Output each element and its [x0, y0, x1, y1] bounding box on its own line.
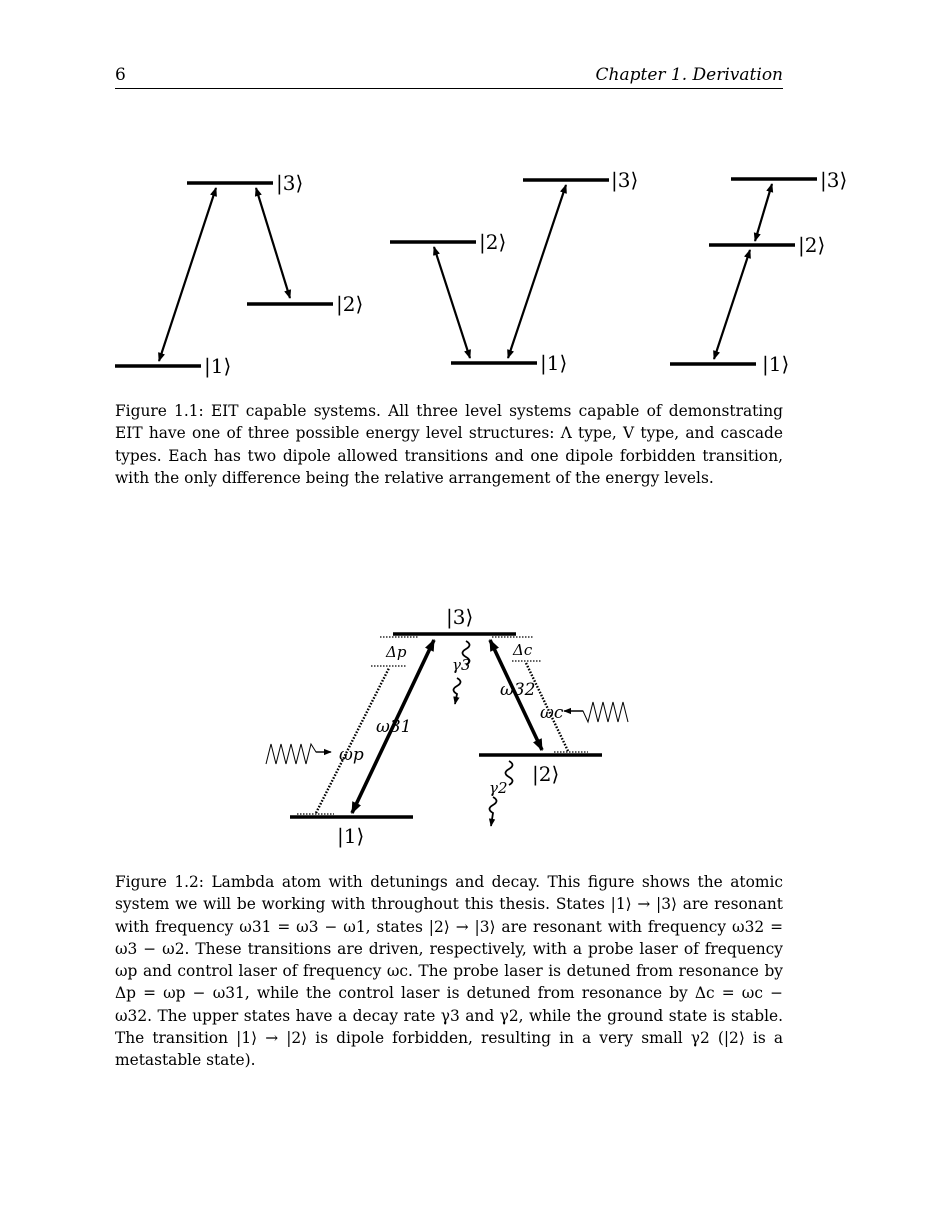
delta-p-label: Δp — [386, 643, 407, 661]
chapter-title: Chapter 1. Derivation — [595, 65, 783, 85]
vee-system — [390, 168, 638, 376]
lambda-system — [115, 171, 363, 379]
delta-c-label: Δc — [513, 641, 533, 659]
cascade-system — [670, 168, 847, 377]
decay-gamma3-squiggle-lower — [454, 678, 461, 704]
atom-label-3: |3⟩ — [446, 605, 474, 629]
omega-c-label: ωc — [540, 703, 564, 723]
atom-label-2: |2⟩ — [532, 762, 560, 786]
control-wave — [570, 702, 628, 722]
atom-label-1: |1⟩ — [337, 824, 365, 848]
lambda-atom-diagram — [266, 605, 628, 849]
gamma2-label: γ2 — [489, 779, 508, 797]
cascade-transition-23 — [755, 184, 772, 241]
figure-1-2-caption — [115, 871, 783, 1072]
omega31-label: ω31 — [376, 717, 412, 737]
omega-p-label: ωp — [339, 745, 364, 765]
decay-gamma2-squiggle-lower — [490, 797, 497, 826]
vee-transition-13 — [508, 185, 566, 358]
vee-label-3: |3⟩ — [611, 168, 639, 192]
gamma3-label: γ3 — [452, 656, 471, 674]
lambda-label-2: |2⟩ — [336, 292, 364, 316]
omega32-label: ω32 — [500, 680, 536, 700]
vee-label-1: |1⟩ — [540, 351, 568, 375]
figure-1-1-caption-text: Figure 1.1: EIT capable systems. All three level systems capable of demonstrating EIT have one of three possible energy level structures: Λ type, V type, and cascade types. Each has two dipole allowed transitions and one dipole forbidden transition, with the only difference being the relative arrangement of the energy levels. — [115, 402, 783, 487]
page-number: 6 — [115, 65, 126, 85]
cascade-label-2: |2⟩ — [798, 233, 826, 257]
vee-transition-12 — [434, 247, 470, 358]
lambda-transition-23 — [256, 188, 290, 298]
figure-1-2-caption-text: Figure 1.2: Lambda atom with detunings and decay. This figure shows the atomic system we will be working with throughout this thesis. States |1⟩ → |3⟩ are resonant with frequency ω31 = ω3 − ω1, states |2⟩ → |3⟩ are resonant with frequency ω32 = ω3 − ω2. These transitions are driven, respectively, with a probe laser of frequency ωp and control laser of frequency ωc. The probe laser is detuned from resonance by Δp = ωp − ω31, while the control laser is detuned from resonance by Δc = ωc − ω32. The upper states have a decay rate γ3 and γ2, while the ground state is stable. The transition |1⟩ → |2⟩ is dipole forbidden, resulting in a very small γ2 (|2⟩ is a metastable state). — [115, 873, 783, 1070]
probe-laser-line — [316, 668, 389, 813]
lambda-label-3: |3⟩ — [276, 171, 304, 195]
vee-label-2: |2⟩ — [479, 230, 507, 254]
figure-1-1-caption — [115, 400, 783, 489]
lambda-label-1: |1⟩ — [204, 354, 232, 378]
probe-wave — [266, 744, 328, 764]
cascade-label-3: |3⟩ — [820, 168, 848, 192]
lambda-transition-13 — [159, 188, 216, 361]
cascade-label-1: |1⟩ — [762, 352, 790, 376]
cascade-transition-12 — [714, 250, 750, 359]
